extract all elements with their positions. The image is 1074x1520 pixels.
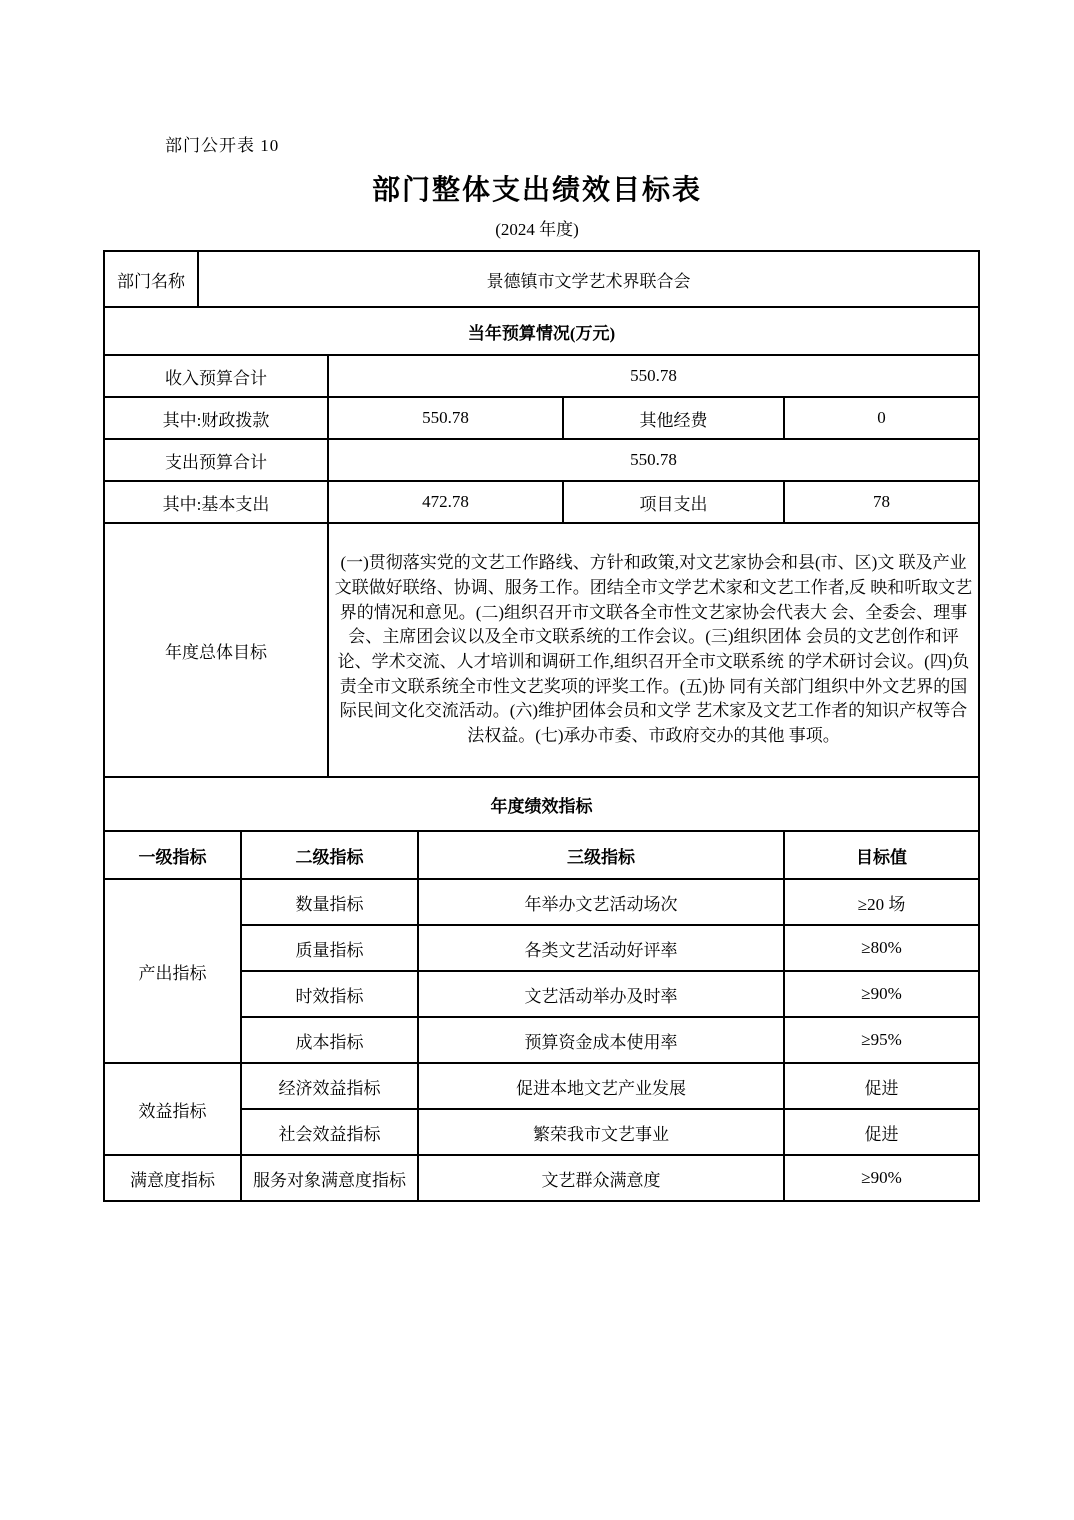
indicator-level3: 预算资金成本使用率 [418, 1017, 784, 1063]
income-total-value: 550.78 [328, 355, 979, 397]
indicator-level3: 文艺群众满意度 [418, 1155, 784, 1201]
indicators-section-row [104, 777, 979, 831]
indicator-level2: 数量指标 [241, 879, 418, 925]
indicator-row [104, 1155, 979, 1201]
income-detail-row [104, 397, 979, 439]
header-level2: 二级指标 [241, 831, 418, 879]
indicator-level2: 社会效益指标 [241, 1109, 418, 1155]
indicator-target: ≥20 场 [784, 879, 979, 925]
doc-label: 部门公开表 10 [165, 136, 280, 155]
indicator-level3: 各类文艺活动好评率 [418, 925, 784, 971]
other-funds-value: 0 [784, 397, 979, 439]
annual-goal-label: 年度总体目标 [104, 523, 328, 777]
main-table [103, 250, 980, 1202]
indicator-target: ≥90% [784, 971, 979, 1017]
group-satisfaction-label: 满意度指标 [104, 1155, 241, 1201]
budget-section-row [104, 307, 979, 355]
indicator-level2: 成本指标 [241, 1017, 418, 1063]
header-level1: 一级指标 [104, 831, 241, 879]
fiscal-allocation-label: 其中:财政拨款 [104, 397, 328, 439]
indicators-section-title: 年度绩效指标 [104, 777, 979, 831]
expense-total-row [104, 439, 979, 481]
indicator-target: ≥80% [784, 925, 979, 971]
indicator-level2: 时效指标 [241, 971, 418, 1017]
indicator-target: ≥90% [784, 1155, 979, 1201]
header-level3: 三级指标 [418, 831, 784, 879]
other-funds-label: 其他经费 [563, 397, 784, 439]
annual-goal-row [104, 523, 979, 777]
indicator-level2: 经济效益指标 [241, 1063, 418, 1109]
annual-goal-text: (一)贯彻落实党的文艺工作路线、方针和政策,对文艺家协会和县(市、区)文 联及产业文联做好联络、协调、服务工作。团结全市文学艺术家和文艺工作者,反 映和听取文艺界的情况和意见。(二)组织召开市文联各全市性文艺家协会代表大 会、全委会、理事会、主席团会议以及全市文联系统的工作会议。(三)组织团体 会员的文艺创作和评论、学术交流、人才培训和调研工作,组织召开全市文联系统 的学术研讨会议。(四)负责全市文联系统全市性文艺奖项的评奖工作。(五)协 同有关部门组织中外文艺界的国际民间文化交流活动。(六)维护团体会员和文学 艺术家及文艺工作者的知识产权等合法权益。(七)承办市委、市政府交办的其他 事项。 [328, 523, 979, 777]
indicators-header-row [104, 831, 979, 879]
expense-detail-row [104, 481, 979, 523]
income-total-label: 收入预算合计 [104, 355, 328, 397]
group-output-label: 产出指标 [104, 879, 241, 1063]
expense-total-value: 550.78 [328, 439, 979, 481]
indicator-target: 促进 [784, 1063, 979, 1109]
header-target: 目标值 [784, 831, 979, 879]
project-expense-value: 78 [784, 481, 979, 523]
indicator-level3: 文艺活动举办及时率 [418, 971, 784, 1017]
group-benefit-label: 效益指标 [104, 1063, 241, 1155]
page-title: 部门整体支出绩效目标表 [371, 175, 702, 206]
dept-name-row [104, 251, 979, 307]
basic-expense-label: 其中:基本支出 [104, 481, 328, 523]
indicator-target: 促进 [784, 1109, 979, 1155]
indicator-level3: 年举办文艺活动场次 [418, 879, 784, 925]
expense-total-label: 支出预算合计 [104, 439, 328, 481]
indicator-level2: 质量指标 [241, 925, 418, 971]
indicator-level3: 繁荣我市文艺事业 [418, 1109, 784, 1155]
fiscal-allocation-value: 550.78 [328, 397, 563, 439]
income-total-row [104, 355, 979, 397]
dept-name-value: 景德镇市文学艺术界联合会 [198, 251, 979, 307]
page-subtitle: (2024 年度) [495, 220, 579, 239]
budget-section-title: 当年预算情况(万元) [104, 307, 979, 355]
dept-name-label: 部门名称 [104, 251, 198, 307]
project-expense-label: 项目支出 [563, 481, 784, 523]
indicator-level3: 促进本地文艺产业发展 [418, 1063, 784, 1109]
basic-expense-value: 472.78 [328, 481, 563, 523]
indicator-level2: 服务对象满意度指标 [241, 1155, 418, 1201]
indicator-target: ≥95% [784, 1017, 979, 1063]
indicator-row [104, 1063, 979, 1109]
indicator-row [104, 879, 979, 925]
